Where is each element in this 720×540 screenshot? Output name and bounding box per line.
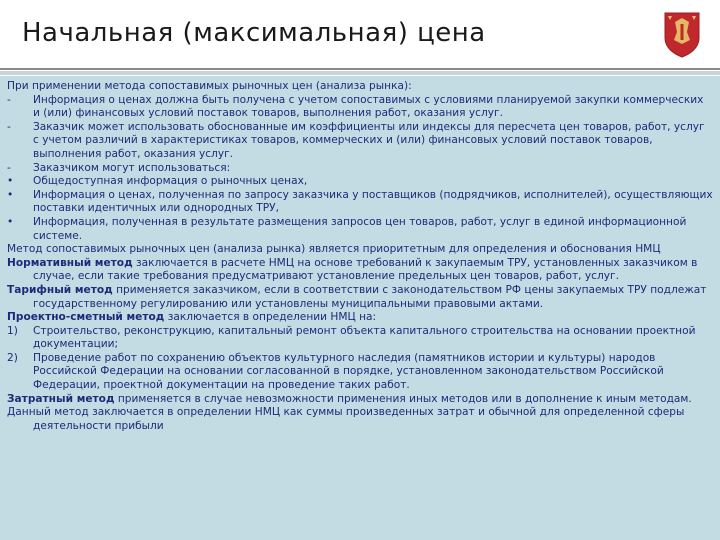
normative-method-text: заключается в расчете НМЦ на основе требований к закупаемым ТРУ, установленных заказчиком в случае, если такие требования предусматривают установление предельных цен товаров, работ, услуг.	[33, 256, 698, 283]
bullet-marker: •	[7, 175, 14, 188]
content-area	[0, 76, 720, 540]
header-bar	[0, 0, 720, 68]
list-marker: -	[7, 93, 11, 106]
number-marker: 2)	[7, 351, 18, 364]
bullet-marker: •	[7, 215, 14, 228]
cost-method-paragraph	[7, 393, 713, 407]
normative-method-paragraph	[7, 257, 713, 284]
design-method-term: Проектно-сметный метод	[7, 311, 165, 324]
list-marker: -	[7, 120, 11, 133]
numbered-item	[7, 325, 713, 352]
coat-of-arms-icon	[662, 10, 702, 58]
priority-text: Метод сопоставимых рыночных цен (анализа рынка) является приоритетным для определения и обоснования НМЦ	[7, 243, 661, 256]
body-text	[7, 80, 713, 433]
tariff-method-text: применяется заказчиком, если в соответствии с законодательством РФ цены закупаемых ТРУ подлежат государственному регулированию или установлены муниципальными правовыми актами.	[33, 283, 707, 310]
bullet-marker: •	[7, 188, 14, 201]
list-text: Заказчик может использовать обоснованные им коэффициенты или индексы для пересчета цен товаров, работ, услуг с учетом различий в характеристиках товаров, коммерческих и (или) финансовых условий поставок товаров, выполнения работ, оказания услуг.	[33, 120, 705, 160]
cost-method-term: Затратный метод	[7, 392, 115, 405]
list-item	[7, 162, 713, 176]
bullet-text: Информация о ценах, полученная по запросу заказчика у поставщиков (подрядчиков, исполнителей), осуществляющих поставки идентичных или однородных ТРУ,	[33, 188, 713, 215]
bullet-item	[7, 189, 713, 216]
cost-method-text: применяется в случае невозможности применения иных методов или в дополнение к иным методам.	[114, 392, 692, 405]
list-text: Информация о ценах должна быть получена с учетом сопоставимых с условиями планируемой закупки коммерческих и (или) финансовых условий поставок товаров, выполнения работ, оказания услуг.	[33, 93, 704, 120]
intro-text: При применении метода сопоставимых рыночных цен (анализа рынка):	[7, 80, 412, 92]
numbered-text: Проведение работ по сохранению объектов культурного наследия (памятников истории и культуры) народов Российской Федерации на основании согласованной в порядке, установленном законодательством Российской Федерации, проектной документации на проведение таких работ.	[33, 351, 664, 392]
bullet-text: Информация, полученная в результате размещения запросов цен товаров, работ, услуг в единой информационной системе.	[33, 215, 687, 242]
bullet-item	[7, 175, 713, 189]
header-divider	[0, 68, 720, 70]
list-item	[7, 94, 713, 121]
numbered-text: Строительство, реконструкцию, капитальный ремонт объекта капитального строительства на основании проектной документации;	[33, 324, 696, 351]
header-divider-shadow	[0, 71, 720, 75]
number-marker: 1)	[7, 324, 18, 337]
list-item	[7, 121, 713, 162]
bullet-item	[7, 216, 713, 243]
numbered-item	[7, 352, 713, 393]
list-text: Заказчиком могут использоваться:	[33, 161, 231, 174]
final-text: Данный метод заключается в определении НМЦ как суммы произведенных затрат и обычной для определенной сферы деятельности прибыли	[7, 406, 685, 432]
tariff-method-paragraph	[7, 284, 713, 311]
page-title: Начальная (максимальная) цена	[22, 18, 486, 48]
tariff-method-term: Тарифный метод	[7, 283, 113, 296]
design-method-paragraph	[7, 311, 713, 325]
bullet-text: Общедоступная информация о рыночных ценах,	[33, 175, 308, 188]
list-marker: -	[7, 161, 11, 174]
design-method-text: заключается в определении НМЦ на:	[164, 311, 377, 324]
normative-method-term: Нормативный метод	[7, 256, 133, 269]
